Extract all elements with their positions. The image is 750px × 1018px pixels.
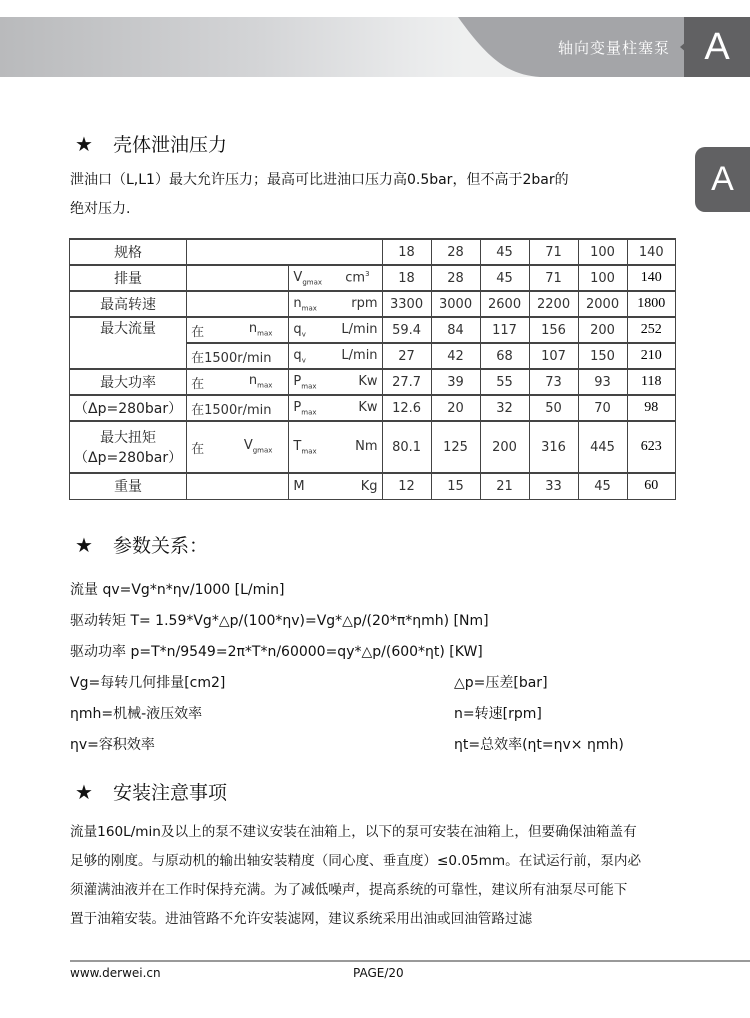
row-label-text: 最大功率 [100,375,157,391]
definition-eta-t: ηt=总效率(ηt=ηv× ηmh) [454,737,624,753]
row-label-text: 最高转速 [100,297,157,313]
value-cell: 200 [480,421,529,473]
unit-main: Kg [360,478,378,494]
condition-symbol-main: V [243,437,253,453]
value-cell: 28 [431,265,480,291]
unit-main: Kw [358,399,378,415]
side-section-tab[interactable]: A [695,147,750,212]
value-cell: 39 [431,369,480,395]
value-cell: 42 [431,343,480,369]
row-label [70,369,187,395]
row-symbol-unit [289,317,382,343]
unit [341,348,377,363]
value-cell: 1800 [627,291,675,317]
star-icon: ★ [75,131,93,156]
unit-main: rpm [351,295,378,311]
value-cell: 118 [627,369,675,395]
value-cell: 50 [529,395,578,421]
symbol [293,270,322,287]
value-cell: 15 [431,473,480,499]
symbol-main: q [293,347,302,363]
symbol [293,296,317,313]
size-header: 28 [431,239,480,265]
unit-main: cm [345,270,366,286]
condition-symbol-main: n [248,372,258,388]
symbol-main: T [293,438,302,454]
condition-text: 在 [191,376,205,392]
row-label [70,317,187,369]
header-category-title: 轴向变量柱塞泵 [557,39,670,57]
row-label [70,291,187,317]
value-cell: 200 [578,317,627,343]
star-icon: ★ [75,779,93,804]
header-blank [187,239,382,265]
unit-main: L/min [341,347,378,363]
symbol-sub: v [301,330,306,339]
size-header: 18 [382,239,431,265]
row-label-text: 重量 [114,479,143,496]
row-condition [187,291,289,317]
value-cell: 27 [382,343,431,369]
header-section-letter: A [684,17,750,77]
row-symbol-unit [289,291,382,317]
section-heading-drain-pressure [75,130,227,157]
value-cell: 68 [480,343,529,369]
symbol-sub: v [301,356,306,365]
row-condition [187,395,289,421]
text-line: 流量160L/min及以上的泵不建议安装在油箱上，以下的泵可安装在油箱上，但要确保油箱盖有 [70,824,637,840]
definition-eta-v: ηv=容积效率 [70,737,155,753]
text-line: 置于油箱安装。进油管路不允许安装滤网，建议系统采用出油或回油管路过滤 [70,911,533,927]
row-condition [187,421,289,473]
drain-pressure-text [70,166,569,224]
symbol-main: P [293,399,302,415]
value-cell: 12 [382,473,431,499]
size-header: 100 [578,239,627,265]
row-condition [187,369,289,395]
symbol [293,439,316,456]
symbol-main: q [293,321,302,337]
row-label [70,473,187,499]
row-symbol-unit [289,369,382,395]
value-cell: 80.1 [382,421,431,473]
value-cell: 156 [529,317,578,343]
value-cell: 70 [578,395,627,421]
condition-symbol-main: n [248,320,258,336]
value-cell: 3000 [431,291,480,317]
unit [341,322,377,337]
symbol-main: n [293,295,302,311]
value-cell: 73 [529,369,578,395]
value-cell: 316 [529,421,578,473]
header-label: 规格 [70,239,187,265]
row-label-text: （Δp=280bar） [74,401,183,417]
value-cell: 2200 [529,291,578,317]
value-cell: 252 [627,317,675,343]
value-cell: 2000 [578,291,627,317]
value-cell: 33 [529,473,578,499]
symbol [293,348,305,365]
value-cell: 623 [627,421,675,473]
installation-notes [70,818,641,934]
unit [358,400,377,415]
unit-main: Kw [358,373,378,389]
value-cell: 3300 [382,291,431,317]
symbol [293,400,316,417]
formula-power: 驱动功率 p=T*n/9549=2π*T*n/60000=qy*△p/(600*ηt) [KW] [70,644,483,660]
value-cell: 98 [627,395,675,421]
value-cell: 107 [529,343,578,369]
section-heading-installation [75,778,227,805]
value-cell: 84 [431,317,480,343]
row-symbol-unit [289,473,382,499]
value-cell: 71 [529,265,578,291]
value-cell: 21 [480,473,529,499]
table-row [70,265,676,291]
row-condition [187,265,289,291]
value-cell: 55 [480,369,529,395]
definition-eta-mh: ηmh=机械-液压效率 [70,706,203,722]
row-symbol-unit [289,343,382,369]
size-header: 140 [627,239,675,265]
value-cell: 12.6 [382,395,431,421]
row-label-text: 排量 [114,271,143,287]
table-row [70,291,676,317]
table-header-row [70,239,676,265]
size-header: 45 [480,239,529,265]
value-cell: 45 [578,473,627,499]
condition-text: 在1500r/min [191,350,272,366]
footer-divider [70,960,750,962]
condition-symbol [244,438,273,455]
definition-vg: Vg=每转几何排量[cm2] [70,675,226,691]
section-title-text: 壳体泄油压力 [112,134,227,156]
table-row [70,473,676,499]
symbol [293,374,316,391]
symbol-main: V [293,269,303,285]
value-cell: 210 [627,343,675,369]
section-title-text: 安装注意事项 [112,782,227,804]
unit [351,296,377,311]
row-symbol-unit [289,421,382,473]
text-line: 须灌满油液并在工作时保持充满。为了减低噪声，提高系统的可靠性，建议所有油泵尽可能下 [70,882,628,898]
unit-main: Nm [355,438,378,454]
row-label-text: 最大流量 [100,321,157,337]
symbol [293,322,305,339]
symbol-sub: max [301,447,317,456]
condition-symbol [249,321,273,338]
value-cell: 27.7 [382,369,431,395]
value-cell: 32 [480,395,529,421]
value-cell: 45 [480,265,529,291]
row-symbol-unit [289,265,382,291]
section-heading-parameters [75,531,208,558]
condition-symbol-sub: gmax [252,446,273,455]
value-cell: 100 [578,265,627,291]
row-symbol-unit [289,395,382,421]
row-label-sub: （Δp=280bar） [74,450,183,466]
footer-website-link[interactable]: www.derwei.cn [70,966,161,980]
formula-torque: 驱动转矩 T= 1.59*Vg*△p/(100*ηv)=Vg*△p/(20*π*ηmh) [Nm] [70,613,489,629]
value-cell: 60 [627,473,675,499]
condition-symbol-sub: max [257,381,273,390]
condition-symbol-sub: max [257,329,273,338]
row-condition [187,317,289,343]
symbol-main: P [293,373,302,389]
table-row [70,421,676,473]
symbol-sub: max [301,304,317,313]
section-title-text: 参数关系： [112,535,208,557]
value-cell: 93 [578,369,627,395]
star-icon: ★ [75,532,93,557]
value-cell: 140 [627,265,675,291]
text-line: 足够的刚度。与原动机的输出轴安装精度（同心度、垂直度）≤0.05mm。在试运行前，泵内必 [70,853,642,869]
row-label [70,421,187,473]
symbol-sub: max [301,408,317,417]
unit-main: L/min [341,321,378,337]
row-condition [187,473,289,499]
row-condition [187,343,289,369]
unit [358,374,377,389]
unit [355,439,377,454]
definition-delta-p: △p=压差[bar] [454,675,548,691]
symbol-sub: gmax [302,278,323,287]
unit-sup: 3 [365,269,370,278]
symbol-main: M [293,478,305,494]
value-cell: 20 [431,395,480,421]
value-cell: 125 [431,421,480,473]
value-cell: 150 [578,343,627,369]
row-label [70,395,187,421]
definition-n: n=转速[rpm] [454,706,542,722]
value-cell: 445 [578,421,627,473]
spec-table [69,238,676,500]
formula-flow: 流量 qv=Vg*n*ηv/1000 [L/min] [70,582,285,598]
condition-text: 在 [191,324,205,340]
value-cell: 18 [382,265,431,291]
table-row [70,369,676,395]
symbol [293,479,304,494]
row-label [70,265,187,291]
table-row [70,317,676,343]
value-cell: 117 [480,317,529,343]
condition-text: 在 [191,441,205,457]
condition-symbol [249,373,273,390]
row-label-text: 最大扭矩 [100,430,157,446]
symbol-sub: max [301,382,317,391]
text-line: 绝对压力. [70,201,131,217]
value-cell: 2600 [480,291,529,317]
condition-text: 在1500r/min [191,402,272,418]
unit [345,270,369,285]
size-header: 71 [529,239,578,265]
value-cell: 59.4 [382,317,431,343]
footer-page-number: PAGE/20 [353,966,404,980]
table-row [70,395,676,421]
text-line: 泄油口（L,L1）最大允许压力；最高可比进油口压力高0.5bar，但不高于2bar的 [70,172,569,188]
unit [361,479,378,494]
